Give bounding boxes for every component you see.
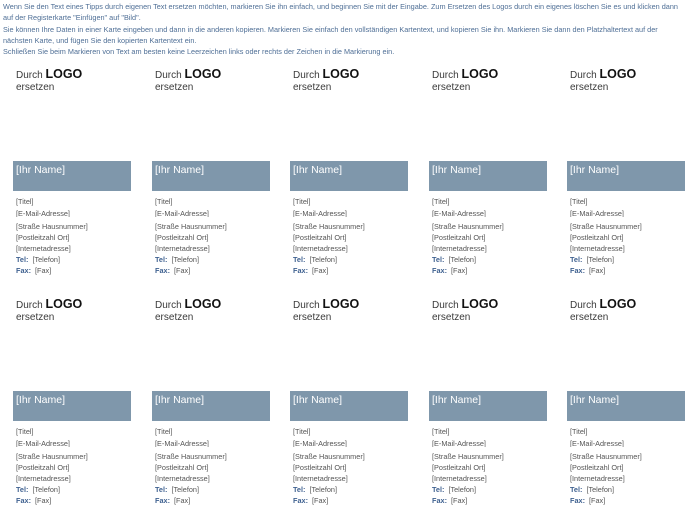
fax-label: Fax: <box>155 266 171 275</box>
fax-field[interactable]: [Fax] <box>312 496 329 505</box>
phone-label: Tel: <box>570 255 583 264</box>
email-field[interactable]: [E-Mail-Adresse] <box>16 439 70 447</box>
phone-field[interactable]: [Telefon] <box>309 255 338 264</box>
name-field[interactable]: [Ihr Name] <box>155 164 205 176</box>
phone-field[interactable]: [Telefon] <box>32 255 61 264</box>
phone-line <box>293 485 337 495</box>
phone-field[interactable]: [Telefon] <box>171 255 200 264</box>
logo-suffix: ersetzen <box>432 312 471 323</box>
fax-label: Fax: <box>432 266 448 275</box>
name-field[interactable]: [Ihr Name] <box>155 394 205 406</box>
logo-suffix: ersetzen <box>155 312 194 323</box>
phone-line <box>432 485 476 495</box>
fax-line <box>16 266 51 276</box>
logo-prefix: Durch <box>16 70 43 81</box>
logo-placeholder[interactable] <box>570 298 636 324</box>
phone-label: Tel: <box>293 255 306 264</box>
fax-line <box>16 496 51 506</box>
phone-line <box>16 255 60 265</box>
city-field[interactable]: [Postleitzahl Ort] <box>570 463 624 472</box>
logo-placeholder[interactable] <box>570 68 636 94</box>
logo-word: LOGO <box>599 297 637 311</box>
email-field[interactable]: [E-Mail-Adresse] <box>432 209 486 217</box>
fax-line <box>293 496 328 506</box>
logo-prefix: Durch <box>155 300 182 311</box>
business-card[interactable] <box>567 294 685 516</box>
logo-placeholder[interactable] <box>16 68 82 94</box>
instructions <box>3 1 687 57</box>
name-band <box>13 161 131 191</box>
fax-field[interactable]: [Fax] <box>312 266 329 275</box>
fax-field[interactable]: [Fax] <box>451 266 468 275</box>
web-field[interactable]: [Internetadresse] <box>293 244 348 253</box>
logo-word: LOGO <box>461 67 499 81</box>
business-card[interactable] <box>567 64 685 286</box>
logo-word: LOGO <box>599 67 637 81</box>
phone-field[interactable]: [Telefon] <box>309 485 338 494</box>
web-field[interactable]: [Internetadresse] <box>16 244 71 253</box>
email-field[interactable]: [E-Mail-Adresse] <box>16 209 70 217</box>
logo-prefix: Durch <box>432 70 459 81</box>
email-field[interactable]: [E-Mail-Adresse] <box>293 439 347 447</box>
fax-label: Fax: <box>570 496 586 505</box>
logo-suffix: ersetzen <box>293 82 332 93</box>
web-field[interactable]: [Internetadresse] <box>570 244 625 253</box>
street-field[interactable]: [Straße Hausnummer] <box>16 222 88 231</box>
city-field[interactable]: [Postleitzahl Ort] <box>293 233 347 242</box>
phone-line <box>570 485 614 495</box>
logo-prefix: Durch <box>432 300 459 311</box>
street-field[interactable]: [Straße Hausnummer] <box>432 452 504 461</box>
logo-placeholder[interactable] <box>432 68 498 94</box>
business-card[interactable] <box>290 294 408 516</box>
title-field[interactable]: [Titel] <box>16 197 34 206</box>
city-field[interactable]: [Postleitzahl Ort] <box>16 463 70 472</box>
fax-line <box>155 266 190 276</box>
logo-prefix: Durch <box>293 300 320 311</box>
logo-prefix: Durch <box>570 300 597 311</box>
city-field[interactable]: [Postleitzahl Ort] <box>155 233 209 242</box>
phone-label: Tel: <box>432 255 445 264</box>
name-band <box>13 391 131 421</box>
phone-field[interactable]: [Telefon] <box>171 485 200 494</box>
phone-field[interactable]: [Telefon] <box>586 485 615 494</box>
logo-suffix: ersetzen <box>155 82 194 93</box>
logo-suffix: ersetzen <box>16 312 55 323</box>
logo-prefix: Durch <box>155 70 182 81</box>
fax-field[interactable]: [Fax] <box>35 266 52 275</box>
title-field[interactable]: [Titel] <box>570 427 588 436</box>
name-field[interactable]: [Ihr Name] <box>432 164 482 176</box>
web-field[interactable]: [Internetadresse] <box>293 474 348 483</box>
logo-word: LOGO <box>184 67 222 81</box>
fax-line <box>570 496 605 506</box>
name-field[interactable]: [Ihr Name] <box>570 164 620 176</box>
business-card[interactable] <box>290 64 408 286</box>
web-field[interactable]: [Internetadresse] <box>570 474 625 483</box>
name-band <box>290 161 408 191</box>
business-card[interactable] <box>13 64 131 286</box>
city-field[interactable]: [Postleitzahl Ort] <box>432 463 486 472</box>
name-band <box>567 161 685 191</box>
logo-placeholder[interactable] <box>432 298 498 324</box>
title-field[interactable]: [Titel] <box>155 197 173 206</box>
email-field[interactable]: [E-Mail-Adresse] <box>155 209 209 217</box>
fax-line <box>432 266 467 276</box>
title-field[interactable]: [Titel] <box>432 427 450 436</box>
fax-field[interactable]: [Fax] <box>589 496 606 505</box>
name-field[interactable]: [Ihr Name] <box>16 164 66 176</box>
logo-word: LOGO <box>45 67 83 81</box>
name-band <box>152 391 270 421</box>
instruction-paragraph-1: Wenn Sie den Text eines Tipps durch eigenen Text ersetzen möchten, markieren Sie ihn einfach, und beginnen Sie mit der Eingabe. Zum Ersetzen des Logos durch ein eigenes löschen Sie es und klicken dann auf der Registerkarte "Einfügen" auf "Bild". <box>3 2 678 23</box>
name-field[interactable]: [Ihr Name] <box>293 394 343 406</box>
street-field[interactable]: [Straße Hausnummer] <box>155 222 227 231</box>
email-field[interactable]: [E-Mail-Adresse] <box>155 439 209 447</box>
street-field[interactable]: [Straße Hausnummer] <box>293 222 365 231</box>
phone-line <box>155 255 199 265</box>
phone-line <box>293 255 337 265</box>
fax-label: Fax: <box>155 496 171 505</box>
phone-field[interactable]: [Telefon] <box>448 485 477 494</box>
logo-word: LOGO <box>461 297 499 311</box>
business-card[interactable] <box>152 64 270 286</box>
logo-placeholder[interactable] <box>155 68 221 94</box>
title-field[interactable]: [Titel] <box>155 427 173 436</box>
fax-field[interactable]: [Fax] <box>35 496 52 505</box>
fax-label: Fax: <box>293 496 309 505</box>
email-field[interactable]: [E-Mail-Adresse] <box>293 209 347 217</box>
logo-suffix: ersetzen <box>432 82 471 93</box>
email-field[interactable]: [E-Mail-Adresse] <box>570 209 624 217</box>
phone-label: Tel: <box>432 485 445 494</box>
logo-word: LOGO <box>45 297 83 311</box>
title-field[interactable]: [Titel] <box>432 197 450 206</box>
title-field[interactable]: [Titel] <box>293 197 311 206</box>
city-field[interactable]: [Postleitzahl Ort] <box>155 463 209 472</box>
title-field[interactable]: [Titel] <box>570 197 588 206</box>
city-field[interactable]: [Postleitzahl Ort] <box>432 233 486 242</box>
business-card[interactable] <box>13 294 131 516</box>
business-card[interactable] <box>429 64 547 286</box>
logo-word: LOGO <box>322 297 360 311</box>
logo-suffix: ersetzen <box>570 82 609 93</box>
name-band <box>429 161 547 191</box>
fax-line <box>570 266 605 276</box>
logo-prefix: Durch <box>293 70 320 81</box>
fax-field[interactable]: [Fax] <box>589 266 606 275</box>
title-field[interactable]: [Titel] <box>16 427 34 436</box>
phone-label: Tel: <box>570 485 583 494</box>
fax-label: Fax: <box>16 266 32 275</box>
logo-suffix: ersetzen <box>293 312 332 323</box>
phone-field[interactable]: [Telefon] <box>32 485 61 494</box>
phone-field[interactable]: [Telefon] <box>586 255 615 264</box>
logo-placeholder[interactable] <box>16 298 82 324</box>
title-field[interactable]: [Titel] <box>293 427 311 436</box>
city-field[interactable]: [Postleitzahl Ort] <box>16 233 70 242</box>
street-field[interactable]: [Straße Hausnummer] <box>570 452 642 461</box>
email-field[interactable]: [E-Mail-Adresse] <box>432 439 486 447</box>
phone-line <box>16 485 60 495</box>
fax-line <box>432 496 467 506</box>
web-field[interactable]: [Internetadresse] <box>16 474 71 483</box>
fax-field[interactable]: [Fax] <box>174 496 191 505</box>
street-field[interactable]: [Straße Hausnummer] <box>16 452 88 461</box>
street-field[interactable]: [Straße Hausnummer] <box>570 222 642 231</box>
phone-label: Tel: <box>16 255 29 264</box>
phone-label: Tel: <box>155 255 168 264</box>
street-field[interactable]: [Straße Hausnummer] <box>293 452 365 461</box>
phone-field[interactable]: [Telefon] <box>448 255 477 264</box>
name-band <box>152 161 270 191</box>
name-field[interactable]: [Ihr Name] <box>16 394 66 406</box>
logo-placeholder[interactable] <box>155 298 221 324</box>
business-card[interactable] <box>429 294 547 516</box>
phone-line <box>570 255 614 265</box>
city-field[interactable]: [Postleitzahl Ort] <box>570 233 624 242</box>
fax-line <box>155 496 190 506</box>
name-band <box>429 391 547 421</box>
name-field[interactable]: [Ihr Name] <box>570 394 620 406</box>
logo-prefix: Durch <box>570 70 597 81</box>
phone-label: Tel: <box>155 485 168 494</box>
phone-line <box>155 485 199 495</box>
name-band <box>567 391 685 421</box>
instruction-paragraph-3: Schließen Sie beim Markieren von Text am besten keine Leerzeichen links oder rechts der Zeichen in die Markierung ein. <box>3 47 395 57</box>
logo-word: LOGO <box>322 67 360 81</box>
fax-label: Fax: <box>293 266 309 275</box>
fax-label: Fax: <box>570 266 586 275</box>
web-field[interactable]: [Internetadresse] <box>155 474 210 483</box>
street-field[interactable]: [Straße Hausnummer] <box>432 222 504 231</box>
street-field[interactable]: [Straße Hausnummer] <box>155 452 227 461</box>
name-field[interactable]: [Ihr Name] <box>293 164 343 176</box>
name-band <box>290 391 408 421</box>
logo-word: LOGO <box>184 297 222 311</box>
logo-suffix: ersetzen <box>16 82 55 93</box>
fax-line <box>293 266 328 276</box>
fax-field[interactable]: [Fax] <box>174 266 191 275</box>
logo-prefix: Durch <box>16 300 43 311</box>
phone-label: Tel: <box>16 485 29 494</box>
logo-placeholder[interactable] <box>293 298 359 324</box>
phone-line <box>432 255 476 265</box>
email-field[interactable]: [E-Mail-Adresse] <box>570 439 624 447</box>
web-field[interactable]: [Internetadresse] <box>432 474 487 483</box>
fax-label: Fax: <box>16 496 32 505</box>
fax-field[interactable]: [Fax] <box>451 496 468 505</box>
phone-label: Tel: <box>293 485 306 494</box>
web-field[interactable]: [Internetadresse] <box>432 244 487 253</box>
logo-suffix: ersetzen <box>570 312 609 323</box>
business-card[interactable] <box>152 294 270 516</box>
instruction-paragraph-2: Sie können Ihre Daten in einer Karte eingeben und dann in die anderen kopieren. Markieren Sie einfach den vollständigen Kartentext, und kopieren Sie ihn. Markieren Sie dann den Platzhaltertext auf der nächsten Karte, und fügen Sie den kopierten Kartentext ein. <box>3 24 658 45</box>
city-field[interactable]: [Postleitzahl Ort] <box>293 463 347 472</box>
name-field[interactable]: [Ihr Name] <box>432 394 482 406</box>
web-field[interactable]: [Internetadresse] <box>155 244 210 253</box>
logo-placeholder[interactable] <box>293 68 359 94</box>
fax-label: Fax: <box>432 496 448 505</box>
